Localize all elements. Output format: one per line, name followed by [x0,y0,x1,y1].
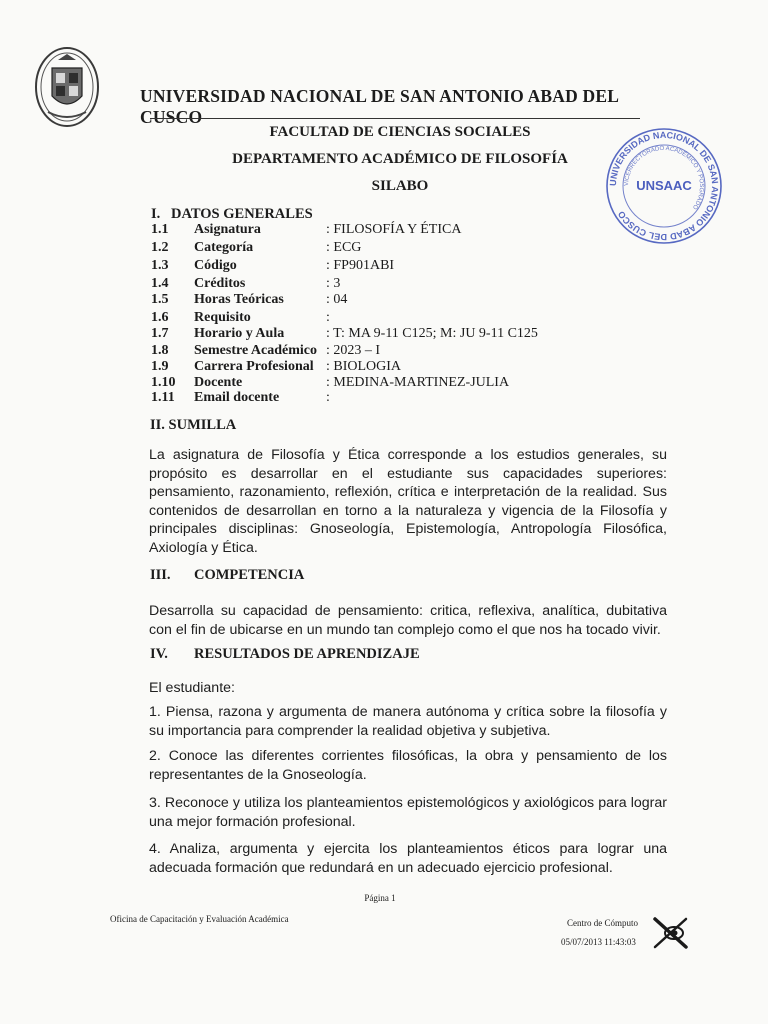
datos-row [151,240,611,256]
row-number: 1.2 [151,240,169,255]
row-value: : FP901ABI [326,258,395,273]
section-title: RESULTADOS DE APRENDIZAJE [194,646,420,662]
datos-row [151,375,611,391]
row-number: 1.11 [151,390,175,405]
section-datos-generales-heading [151,206,313,223]
section-resultados-heading [150,646,420,663]
row-label: Carrera Profesional [194,359,314,374]
row-number: 1.10 [151,375,176,390]
row-value: : ECG [326,240,362,255]
row-value: : MEDINA-MARTINEZ-JULIA [326,375,510,390]
section-title: COMPETENCIA [194,567,305,583]
row-label: Horario y Aula [194,326,285,341]
footer-datetime: 05/07/2013 11:43:03 [561,937,636,947]
unsaac-seal-icon [600,126,728,246]
footer-office: Oficina de Capacitación y Evaluación Académica [110,914,289,924]
row-label: Asignatura [194,222,261,237]
row-number: 1.5 [151,292,169,307]
row-value: : T: MA 9-11 C125; M: JU 9-11 C125 [326,326,538,341]
row-value: : BIOLOGIA [326,359,402,374]
row-number: 1.6 [151,310,169,325]
stamp-ring-text: UNIVERSIDAD NACIONAL DE SAN ANTONIO ABAD DEL CUSCO [607,129,721,243]
row-number: 1.3 [151,258,169,273]
stamp-center-text: UNSAAC [636,178,692,193]
university-name: UNIVERSIDAD NACIONAL DE SAN ANTONIO ABAD DEL CUSCO [140,86,619,127]
section-sumilla-heading: II. SUMILLA [150,417,237,433]
faculty-name: FACULTAD DE CIENCIAS SOCIALES [269,124,531,140]
row-number: 1.8 [151,343,169,358]
datos-row [151,258,611,274]
row-value: : 2023 – I [326,343,381,358]
section-number: I. [151,206,161,222]
datos-row [151,276,611,292]
row-number: 1.4 [151,276,169,291]
row-number: 1.9 [151,359,169,374]
row-number: 1.1 [151,222,169,237]
row-label: Requisito [194,310,251,325]
computing-center-logo-icon [652,915,690,951]
row-label: Semestre Académico [194,343,317,358]
footer-center: Centro de Cómputo [567,918,638,928]
resultado-item-1: 1. Piensa, razona y argumenta de manera autónoma y crítica sobre la filosofía y su importancia para comprender la realidad objetiva y subjetiva. [149,704,667,739]
section-number: IV. [150,646,168,662]
row-label: Código [194,258,237,273]
datos-row [151,292,611,308]
section-competencia-heading [150,567,304,584]
sumilla-paragraph: La asignatura de Filosofía y Ética corresponde a los estudios generales, su propósito es desarrollar en el estudiante sus capacidades superiores: pensamiento, razonamiento, reflexión, crítica e interpretación de la realidad. Sus contenidos de desarrollan en torno a la naturaleza y vigencia de la Filosofía y principales disciplinas: Gnoseología, Epistemología, Antropología Filosófica, Axiología y Ética. [149,447,667,556]
competencia-paragraph: Desarrolla su capacidad de pensamiento: critica, reflexiva, analítica, dubitativa con el fin de ubicarse en un mundo tan complejo como el que nos ha tocado vivir. [149,603,667,638]
row-value: : [326,390,330,405]
row-label: Email docente [194,390,280,405]
document-title: SILABO [371,178,429,194]
row-value: : [326,310,330,325]
row-value: : 3 [326,276,341,291]
resultado-item-3: 3. Reconoce y utiliza los planteamientos epistemológicos y axiológicos para lograr una mejor formación profesional. [149,795,667,830]
section-number: III. [150,567,171,583]
section-title: DATOS GENERALES [171,206,313,222]
row-label: Créditos [194,276,246,291]
row-value: : 04 [326,292,348,307]
datos-row [151,310,611,326]
page-number: Página 1 [364,893,396,903]
row-value: : FILOSOFÍA Y ÉTICA [326,222,462,237]
datos-row [151,222,611,238]
stamp-inner-text: VICERRECTORADO ACADÉMICO Y POSGRADO [623,145,705,211]
datos-row [151,343,611,359]
university-crest-icon [34,46,100,128]
row-number: 1.7 [151,326,169,341]
datos-row [151,326,611,342]
row-label: Docente [194,375,243,390]
row-label: Horas Teóricas [194,292,284,307]
resultado-item-2: 2. Conoce las diferentes corrientes filosóficas, la obra y pensamiento de los representantes de la Gnoseología. [149,748,667,783]
header-divider [150,118,640,119]
row-label: Categoría [194,240,254,255]
resultado-item-4: 4. Analiza, argumenta y ejercita los planteamientos éticos para lograr una adecuada formación que redundará en un adecuado ejercicio profesional. [149,841,667,876]
datos-row [151,390,611,406]
datos-row [151,359,611,375]
department-name: DEPARTAMENTO ACADÉMICO DE FILOSOFÍA [232,151,568,167]
resultados-intro: El estudiante: [149,680,235,696]
